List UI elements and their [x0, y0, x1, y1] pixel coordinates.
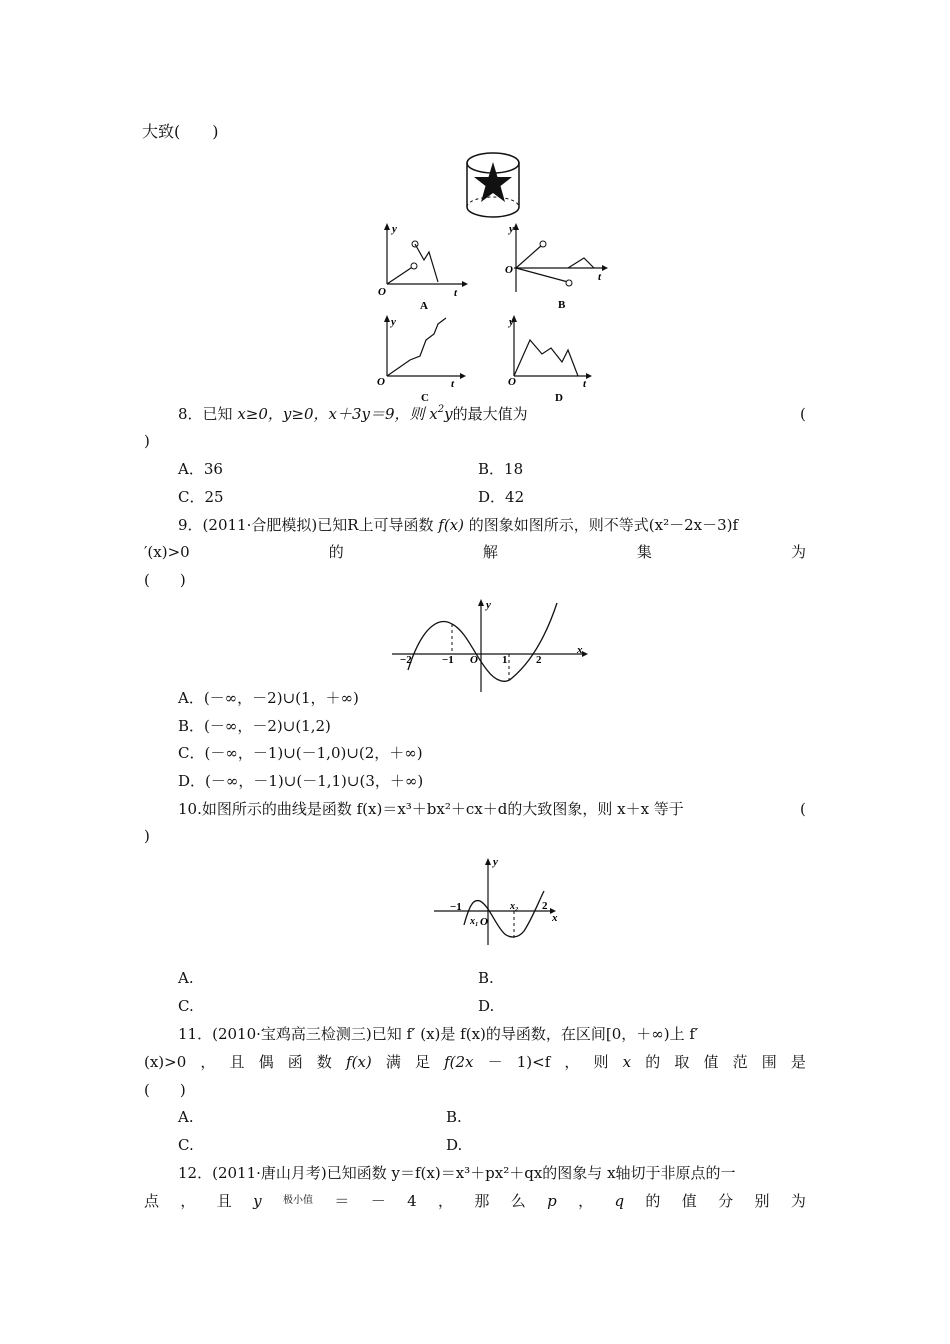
- q9-line2-w1: 的: [328, 543, 344, 561]
- origin-label: O: [378, 286, 386, 298]
- q12-w14: 的: [645, 1192, 661, 1210]
- panel-label-a: A: [420, 300, 428, 312]
- q8-prefix: 8．已知: [178, 405, 233, 423]
- q11-w20: 是: [790, 1053, 806, 1071]
- origin-label: O: [508, 376, 516, 388]
- label-y: y: [493, 856, 498, 868]
- graph-panel-c: [372, 310, 472, 402]
- q9-line2-w4: 为: [790, 543, 806, 561]
- q12-line2: [144, 1191, 806, 1211]
- q11-w0: (x)>0: [144, 1053, 187, 1071]
- q11-w9: f(2x: [444, 1053, 474, 1071]
- q9-line3: ( ): [144, 571, 186, 589]
- q12-w17: 别: [754, 1192, 770, 1210]
- q12-w9: 那: [474, 1192, 490, 1210]
- q12-w0: 点: [144, 1192, 160, 1210]
- q12-w8: ，: [437, 1192, 453, 1210]
- axis-y-label: y: [509, 316, 514, 328]
- q12-w16: 分: [718, 1192, 734, 1210]
- label-x1: x₁: [470, 916, 479, 927]
- q11-w17: 值: [703, 1053, 719, 1071]
- q9-option-a: A．(－∞，－2)∪(1，＋∞): [178, 689, 359, 707]
- axis-y-label: y: [391, 316, 396, 328]
- axis-t-label: t: [454, 287, 458, 299]
- q10-paren-close: ): [144, 827, 150, 845]
- q11-w1: ，: [200, 1053, 216, 1071]
- q12-w11: p: [547, 1192, 557, 1210]
- q10-option-d: D.: [478, 997, 495, 1015]
- panel-label-d: D: [555, 392, 563, 404]
- label-2: 2: [542, 900, 548, 912]
- label-1: 1: [502, 654, 508, 666]
- q8-x2y: $x^2y$: [429, 404, 453, 423]
- q11-option-b: B.: [446, 1108, 462, 1126]
- q9-line1-tail: 的图象如图所示，则不等式(x²－2x－3)f: [468, 516, 739, 534]
- q10-stem: 10.如图所示的曲线是函数 f(x)＝x³＋bx²＋cx＋d的大致图象，则 x＋x 等于: [178, 800, 684, 818]
- q8-conditions: x≥0，y≥0，x＋3y＝9，则: [237, 405, 425, 423]
- q8-paren-close: ): [144, 432, 150, 450]
- label-origin: O: [470, 654, 478, 666]
- axis-t-label: t: [451, 378, 455, 390]
- label-y: y: [486, 599, 491, 611]
- axis-y-label: y: [392, 223, 397, 235]
- q11-w16: 取: [674, 1053, 690, 1071]
- q9-line2-w2: 解: [482, 543, 498, 561]
- q11-w19: 围: [761, 1053, 777, 1071]
- label-neg1: −1: [450, 901, 462, 913]
- q8-tail: 的最大值为: [452, 405, 528, 423]
- q10-curve-graph: [434, 853, 564, 948]
- q12-w1: ，: [180, 1192, 196, 1210]
- axis-t-label: t: [583, 378, 587, 390]
- q12-w12: ，: [578, 1192, 594, 1210]
- q12-w6: －: [370, 1192, 386, 1210]
- q12-line1: 12．(2011·唐山月考)已知函数 y＝f(x)＝x³＋px²＋qx的图象与 x轴切于非原点的一: [178, 1164, 736, 1182]
- q11-w18: 范: [732, 1053, 748, 1071]
- q9-line2: [144, 542, 806, 562]
- q9-option-c: C．(－∞，－1)∪(－1,0)∪(2，＋∞): [178, 744, 423, 762]
- q11-w6: f(x): [346, 1053, 372, 1071]
- q11-w15: 的: [645, 1053, 661, 1071]
- q11-w4: 函: [287, 1053, 303, 1071]
- q12-w13: q: [614, 1192, 625, 1210]
- label-origin: O: [480, 916, 488, 928]
- q12-w15: 值: [681, 1192, 697, 1210]
- q11-w2: 且: [229, 1053, 245, 1071]
- q10-paren-open: (: [800, 800, 806, 818]
- origin-label: O: [377, 376, 385, 388]
- q11-w8: 足: [414, 1053, 430, 1071]
- q11-w7: 满: [385, 1053, 401, 1071]
- q11-w10: －: [487, 1053, 503, 1071]
- q8-paren-open: (: [800, 405, 806, 423]
- top-line: 大致( ): [142, 122, 219, 141]
- q12-w3: y: [253, 1192, 262, 1210]
- q8-option-d: D．42: [478, 488, 525, 506]
- q12-w10: 么: [510, 1192, 526, 1210]
- axis-t-label: t: [598, 271, 602, 283]
- label-x: x: [552, 912, 558, 924]
- q11-w13: 则: [593, 1053, 609, 1071]
- q11-w5: 数: [316, 1053, 332, 1071]
- panel-label-b: B: [558, 299, 566, 311]
- q11-option-d: D.: [446, 1136, 463, 1154]
- panel-label-c: C: [421, 392, 429, 404]
- q11-w14: x: [622, 1053, 632, 1071]
- q9-option-d: D．(－∞，－1)∪(－1,1)∪(3，＋∞): [178, 772, 424, 790]
- graph-panel-a: [372, 222, 472, 312]
- q8-stem: [178, 404, 528, 424]
- q9-option-b: B．(－∞，－2)∪(1,2): [178, 717, 331, 735]
- cylinder-star-figure: [464, 150, 524, 220]
- q9-line1-head: 9．(2011·合肥模拟)已知R上可导函数: [178, 516, 434, 534]
- q8-option-a: A．36: [178, 460, 223, 478]
- q12-w18: 为: [790, 1192, 806, 1210]
- q9-line2-w3: 集: [636, 543, 652, 561]
- q11-line1: 11．(2010·宝鸡高三检测三)已知 f′ (x)是 f(x)的导函数，在区间[0，＋∞)上 f′: [178, 1025, 699, 1043]
- q9-line2-w0: ′(x)>0: [144, 543, 190, 561]
- q9-line1: [178, 515, 738, 535]
- q12-w4: 极小值: [282, 1195, 313, 1206]
- q11-option-a: A.: [178, 1108, 194, 1126]
- label-x: x: [577, 644, 583, 656]
- label-neg2: −2: [400, 654, 412, 666]
- label-2: 2: [536, 654, 542, 666]
- q9-line1-fx: f(x): [438, 516, 464, 534]
- label-x2: x₂: [510, 901, 519, 912]
- q11-line3: ( ): [144, 1081, 186, 1099]
- axis-y-label: y: [509, 223, 514, 235]
- q11-w11: 1)<f: [516, 1053, 551, 1071]
- graph-panel-b: [502, 222, 612, 312]
- q8-option-c: C．25: [178, 488, 224, 506]
- q12-w2: 且: [216, 1192, 232, 1210]
- q10-option-c: C.: [178, 997, 194, 1015]
- q8-option-b: B．18: [478, 460, 524, 478]
- q11-w3: 偶: [258, 1053, 274, 1071]
- q9-curve-graph: [392, 598, 592, 693]
- q11-line2: [144, 1052, 806, 1072]
- graph-panel-d: [500, 310, 600, 402]
- q10-option-b: B.: [478, 969, 494, 987]
- q12-w7: 4: [407, 1192, 417, 1210]
- q12-w5: ＝: [334, 1192, 350, 1210]
- label-neg1: −1: [442, 654, 454, 666]
- q10-option-a: A.: [178, 969, 194, 987]
- q11-w12: ，: [564, 1053, 580, 1071]
- star-icon: [474, 162, 512, 202]
- origin-label: O: [505, 264, 513, 276]
- q11-option-c: C.: [178, 1136, 194, 1154]
